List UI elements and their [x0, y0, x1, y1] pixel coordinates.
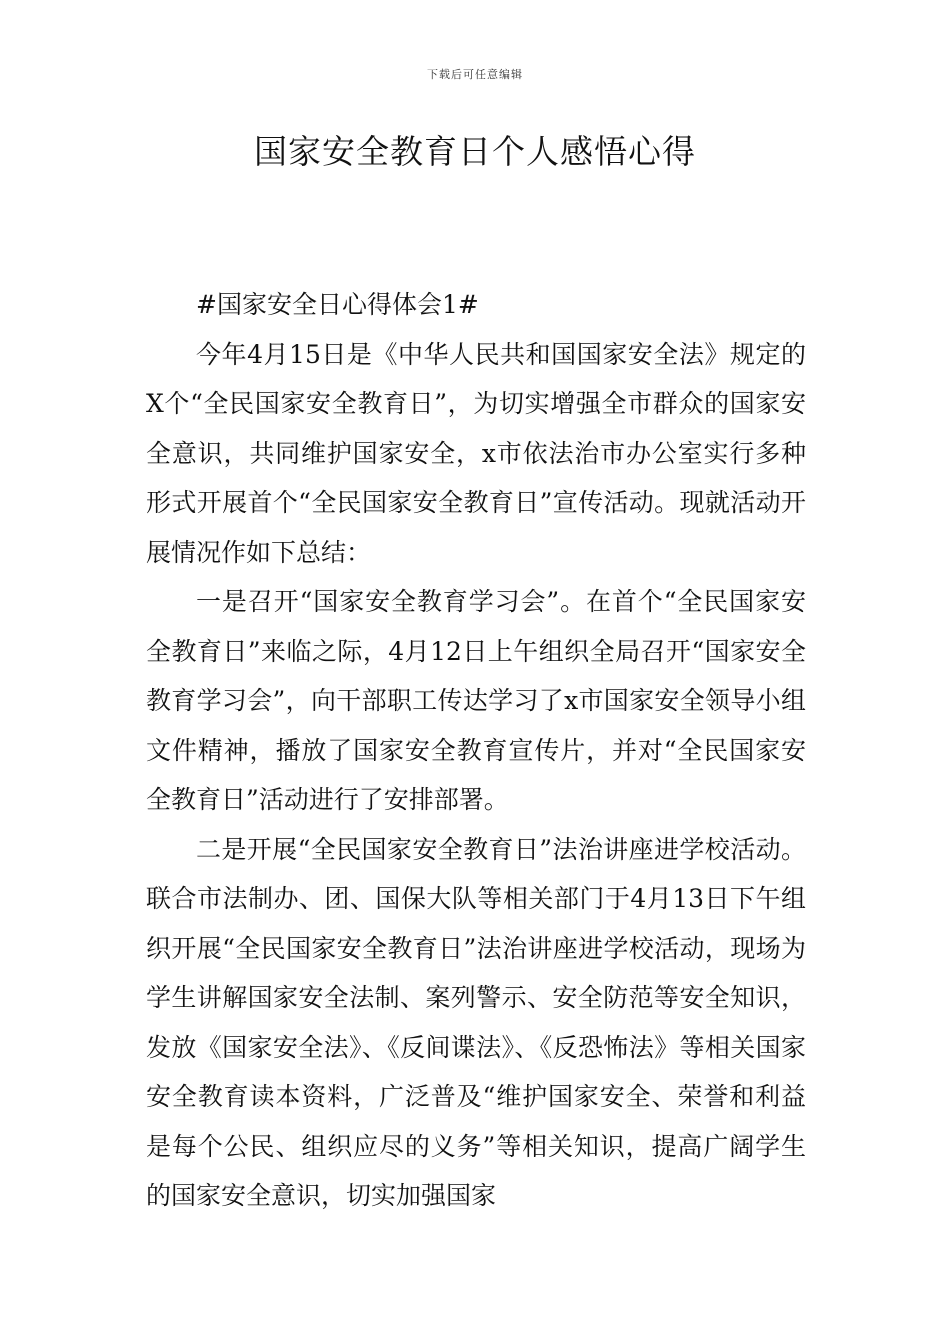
paragraph-intro: 今年4月15日是《中华人民共和国国家安全法》规定的X个“全民国家安全教育日”，为切实增强全市群众的国家安全意识，共同维护国家安全，x市依法治市办公室实行多种形式开展首个“全民国家安全教育日”宣传活动。现就活动开展情况作如下总结： — [146, 339, 806, 567]
paragraph-heading: #国家安全日心得体会1# — [196, 290, 479, 319]
header-note: 下载后可任意编辑 — [427, 68, 523, 81]
paragraph-point-one: 一是召开“国家安全教育学习会”。在首个“全民国家安全教育日”来临之际，4月12日上午组织全局召开“国家安全教育学习会”，向干部职工传达学习了x市国家安全领导小组文件精神，播放了国家安全教育宣传片，并对“全民国家安全教育日”活动进行了安排部署。 — [146, 587, 806, 814]
paragraph-point-two: 二是开展“全民国家安全教育日”法治讲座进学校活动。联合市法制办、团、国保大队等相关部门于4月13日下午组织开展“全民国家安全教育日”法治讲座进学校活动，现场为学生讲解国家安全法制、案列警示、安全防范等安全知识，发放《国家安全法》、《反间谍法》、《反恐怖法》等相关国家安全教育读本资料，广泛普及“维护国家安全、荣誉和利益是每个公民、组织应尽的义务”等相关知识，提高广阔学生的国家安全意识，切实加强国家 — [146, 834, 806, 1210]
document-body — [146, 280, 806, 1221]
document-title: 国家安全教育日个人感悟心得 — [254, 132, 696, 171]
